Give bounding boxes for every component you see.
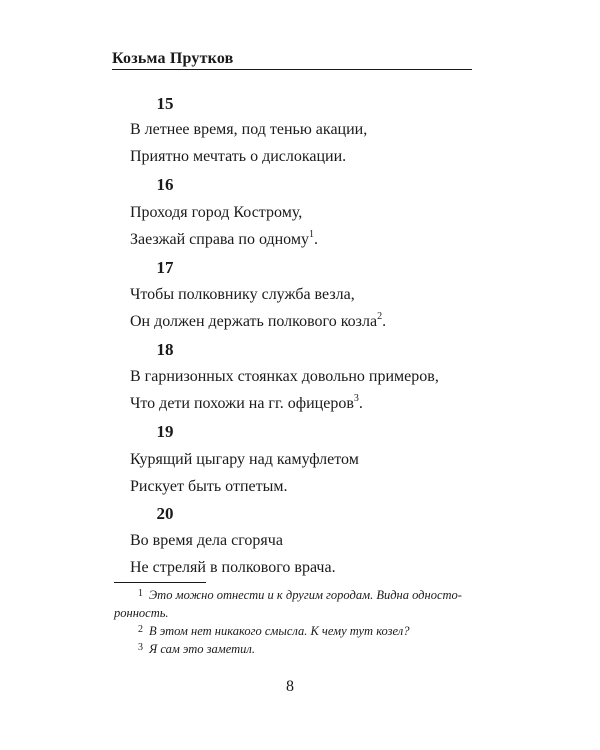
footnote-text: В этом нет никакого смысла. К чему тут козел? <box>149 624 410 638</box>
running-header-author: Козьма Прутков <box>112 50 234 67</box>
verse-line: Не стреляй в полкового врача. <box>130 559 336 576</box>
footnote-continuation: ронность. <box>114 606 169 620</box>
footnote-text: Это можно отнести и к другим городам. Видна односто- <box>149 588 462 602</box>
stanza-number: 19 <box>156 422 174 441</box>
stanza-number: 16 <box>156 175 174 194</box>
footnote-ref[interactable]: 3 <box>353 392 359 404</box>
verse-line-text: Он должен держать полкового козла <box>130 313 378 330</box>
verse-line: Проходя город Кострому, <box>130 204 303 221</box>
verse-line-text: Что дети похожи на гг. офицеров <box>130 395 354 412</box>
verse-line <box>130 392 363 413</box>
footnote-ref[interactable]: 1 <box>309 228 314 240</box>
footnote-mark: 3 <box>138 642 143 653</box>
verse-line: Приятно мечтать о дислокации. <box>130 148 347 165</box>
verse-line: Курящий цыгару над камуфлетом <box>130 451 359 468</box>
stanza-number: 18 <box>156 340 174 359</box>
verse-line-text: Заезжай справа по одному <box>130 231 309 248</box>
verse-line: Чтобы полковнику служба везла, <box>130 286 355 303</box>
verse-line-period: . <box>382 313 387 330</box>
page-number: 8 <box>286 678 294 695</box>
verse-line: Рискует быть отпетым. <box>130 478 288 495</box>
stanza-number: 20 <box>156 504 174 523</box>
verse-line-period: . <box>358 395 363 412</box>
verse-line: В гарнизонных стоянках довольно примеров, <box>130 368 439 385</box>
footnote <box>138 624 498 639</box>
footnote-rule <box>114 582 206 583</box>
verse-line-period: . <box>314 231 318 248</box>
footnote-mark: 1 <box>138 588 143 599</box>
stanza-number: 15 <box>156 94 174 113</box>
verse-line <box>130 228 318 249</box>
verse-line: Во время дела сгоряча <box>130 532 283 549</box>
header-rule <box>112 69 472 70</box>
footnote-ref[interactable]: 2 <box>377 310 383 322</box>
footnote <box>138 588 498 603</box>
footnote <box>138 642 498 657</box>
footnote-text: Я сам это заметил. <box>149 642 256 656</box>
verse-line: В летнее время, под тенью акации, <box>130 121 368 138</box>
footnote-mark: 2 <box>138 624 143 635</box>
verse-line <box>130 310 387 331</box>
stanza-number: 17 <box>156 258 174 277</box>
